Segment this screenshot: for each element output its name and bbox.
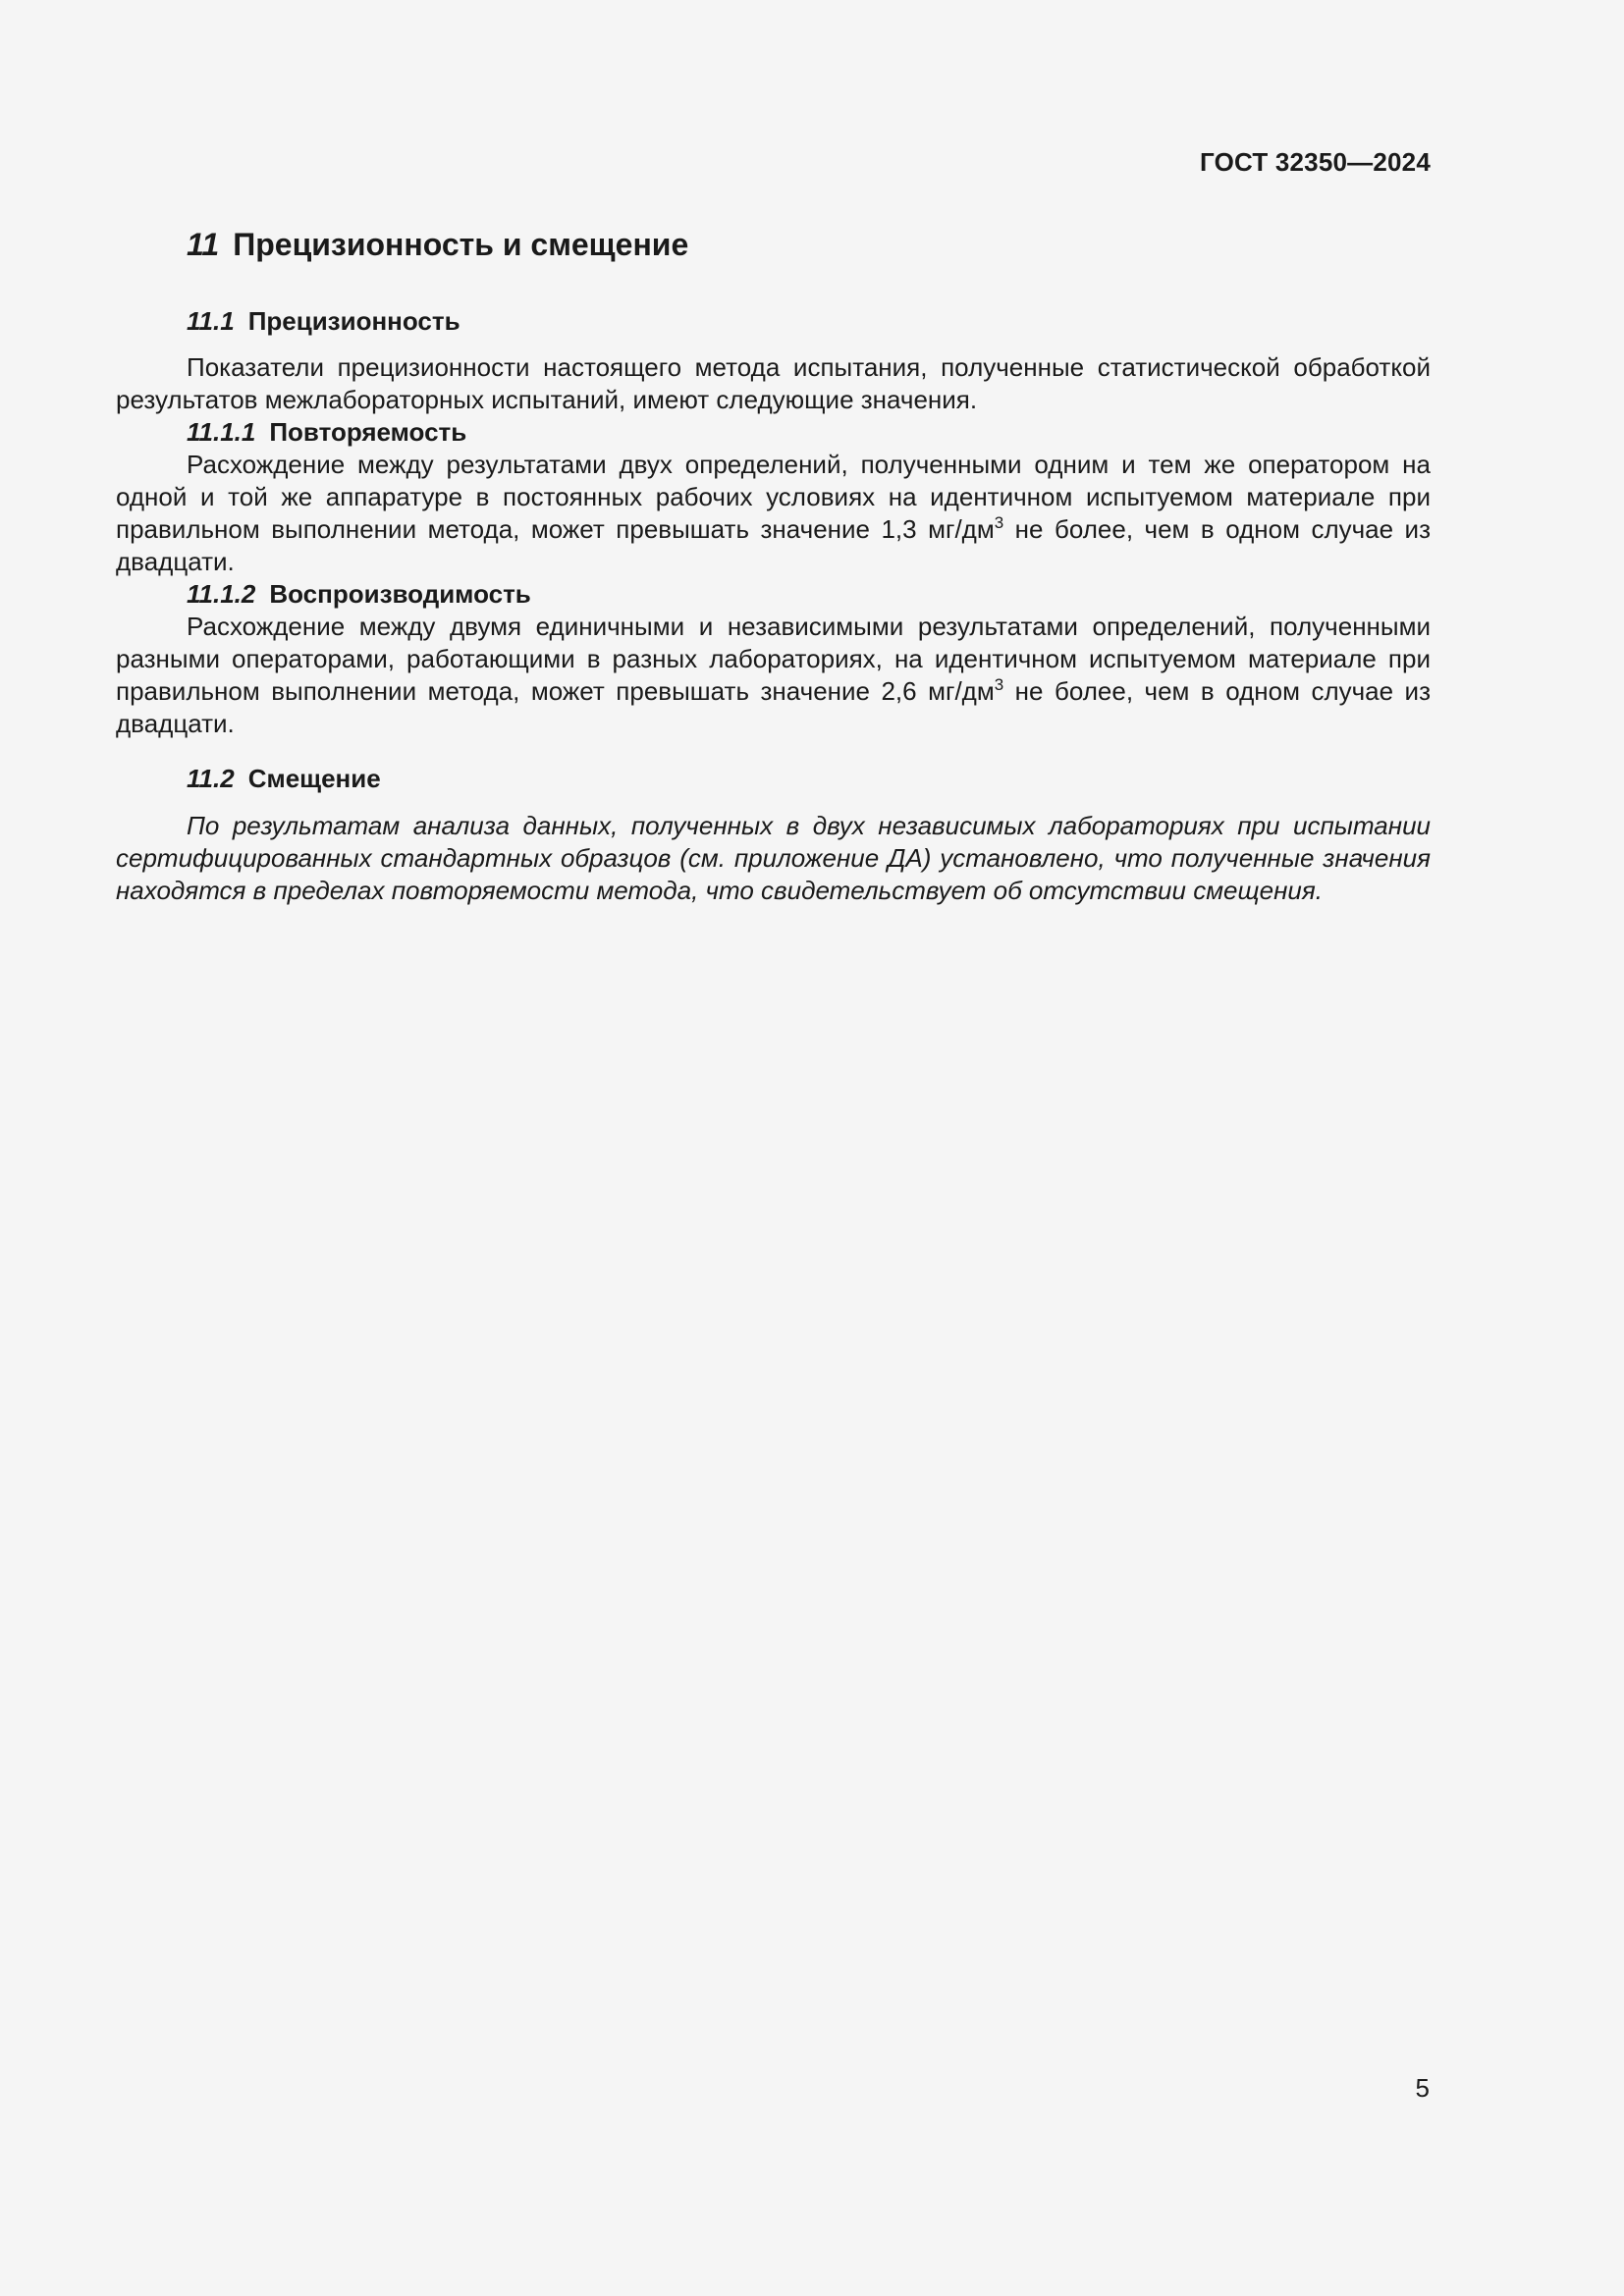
subsection-heading-11-1-2 — [116, 578, 1431, 611]
paragraph-text: не более, чем в одном случае из двадцати. — [116, 514, 1431, 576]
section-number: 11 — [187, 227, 220, 262]
document-code: ГОСТ 32350—2024 — [1200, 147, 1431, 177]
bias-paragraph: По результатам анализа данных, полученных в двух независимых лабораториях при испытании сертифицированных стандартных образцов (см. приложение ДА) установлено, что полученные значения находятся в пределах повторяемости метода, что свидетельствует об отсутствии смещения. — [116, 811, 1431, 905]
section-heading-11 — [116, 221, 1431, 268]
subsection-number: 11.2 — [187, 764, 235, 793]
paragraph-text: Расхождение между результатами двух определений, полученными одним и тем же оператором на одной и той же аппаратуре в постоянных рабочих условиях на идентичном испытуемом материале при правильном выполнении метода, может превышать значение 1,3 мг/дм — [116, 450, 1431, 544]
paragraph-text: не более, чем в одном случае из двадцати. — [116, 676, 1431, 738]
section-title: Прецизионность и смещение — [233, 227, 689, 262]
subsection-number: 11.1.1 — [187, 417, 256, 447]
subsection-heading-11-1 — [116, 305, 1431, 338]
subsection-heading-11-2 — [116, 763, 1431, 795]
repeatability-paragraph — [116, 449, 1431, 578]
superscript: 3 — [994, 513, 1004, 532]
page-content — [116, 221, 1431, 907]
subsection-heading-11-1-1 — [116, 416, 1431, 449]
subsection-title: Прецизионность — [247, 306, 460, 336]
paragraph-text: Расхождение между двумя единичными и независимыми результатами определений, полученными разными операторами, работающими в разных лабораториях, на идентичном испытуемом материале при правильном выполнении метода, может превышать значение 2,6 мг/дм — [116, 612, 1431, 706]
subsection-number: 11.1 — [187, 306, 235, 336]
precision-intro-paragraph: Показатели прецизионности настоящего метода испытания, полученные статистической обработкой результатов межлабораторных испытаний, имеют следующие значения. — [116, 352, 1431, 414]
superscript: 3 — [994, 675, 1004, 694]
subsection-title: Повторяемость — [269, 417, 467, 447]
subsection-title: Воспроизводимость — [269, 579, 531, 609]
reproducibility-paragraph — [116, 611, 1431, 740]
subsection-number: 11.1.2 — [187, 579, 256, 609]
page-number: 5 — [1415, 2073, 1430, 2103]
subsection-title: Смещение — [247, 764, 381, 793]
